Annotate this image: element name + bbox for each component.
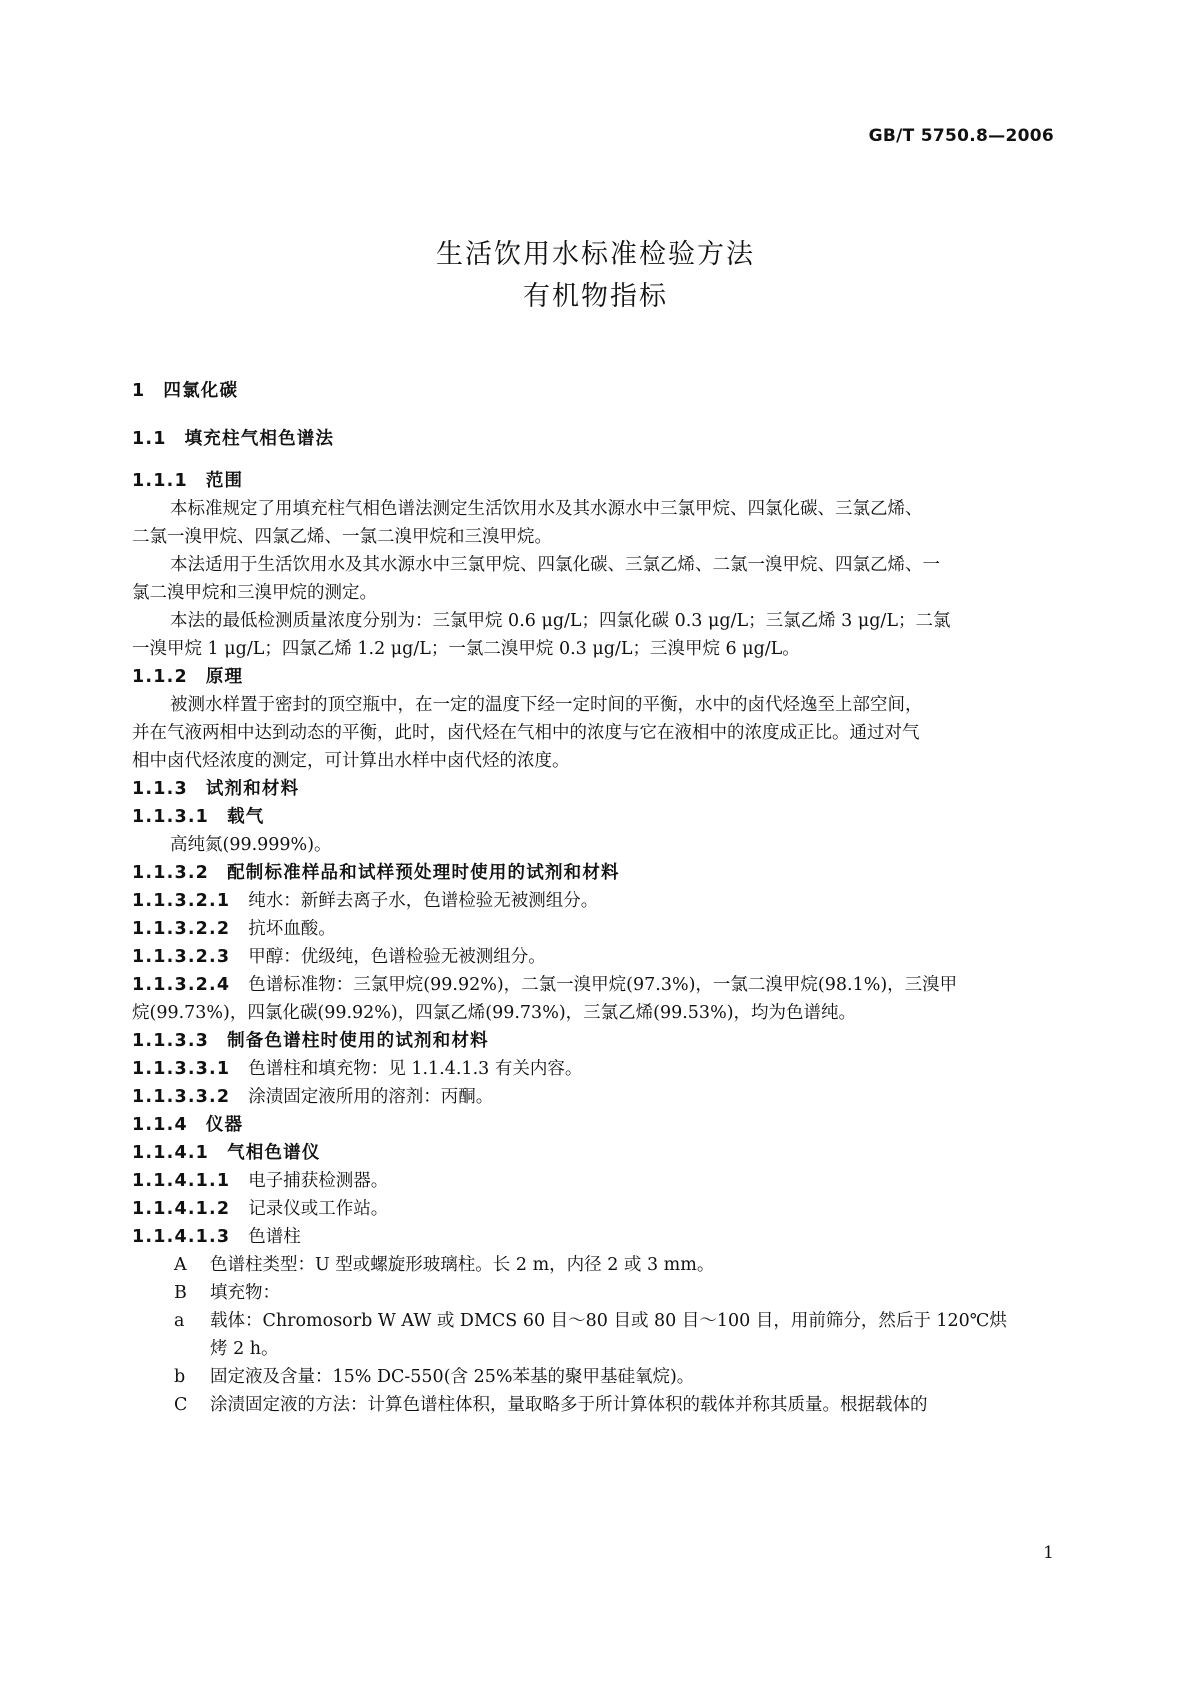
clause-text: 记录仪或工作站。 xyxy=(248,1199,389,1219)
section-number: 1.1.3.1 xyxy=(132,807,210,827)
section-number: 1.1.3.2 xyxy=(132,863,210,883)
list-item xyxy=(132,1307,1056,1335)
section-heading-1-1-4 xyxy=(132,1111,1056,1139)
document-subtitle: 有机物指标 xyxy=(523,281,668,312)
list-text: 色谱柱类型：U 型或螺旋形玻璃柱。长 2 m，内径 2 或 3 mm。 xyxy=(210,1255,715,1275)
standard-code: GB/T 5750.8—2006 xyxy=(868,126,1054,146)
list-marker: C xyxy=(174,1395,188,1415)
paragraph-line: 烷(99.73%)，四氯化碳(99.92%)，四氯乙烯(99.73%)，三氯乙烯(99.53%)，均为色谱纯。 xyxy=(132,1003,857,1023)
clause-line xyxy=(132,971,1056,999)
clause-line xyxy=(132,1055,1056,1083)
section-heading-1-1 xyxy=(132,425,1056,453)
clause-number: 1.1.3.3.1 xyxy=(132,1059,231,1079)
list-item xyxy=(132,1279,1056,1307)
clause-text: 色谱标准物：三氯甲烷(99.92%)，二氯一溴甲烷(97.3%)，一氯二溴甲烷(98.1%)，三溴甲 xyxy=(248,975,958,995)
section-heading-1-1-4-1 xyxy=(132,1139,1056,1167)
clause-line xyxy=(132,1083,1056,1111)
list-item xyxy=(132,1251,1056,1279)
clause-number: 1.1.3.2.1 xyxy=(132,891,231,911)
clause-number: 1.1.4.1.3 xyxy=(132,1227,231,1247)
paragraph-line: 被测水样置于密封的顶空瓶中，在一定的温度下经一定时间的平衡，水中的卤代烃逸至上部空间， xyxy=(170,695,923,715)
section-number: 1 xyxy=(132,381,146,401)
section-label: 范围 xyxy=(205,471,244,491)
clause-text: 电子捕获检测器。 xyxy=(248,1171,389,1191)
paragraph-line: 本法适用于生活饮用水及其水源水中三氯甲烷、四氯化碳、三氯乙烯、二氯一溴甲烷、四氯乙烯、一 xyxy=(170,555,940,575)
list-marker: A xyxy=(174,1255,187,1275)
list-marker: b xyxy=(174,1367,186,1387)
list-item-continuation: 烤 2 h。 xyxy=(210,1339,279,1359)
paragraph-line: 二氯一溴甲烷、四氯乙烯、一氯二溴甲烷和三溴甲烷。 xyxy=(132,527,552,547)
paragraph-line: 本标准规定了用填充柱气相色谱法测定生活饮用水及其水源水中三氯甲烷、四氯化碳、三氯乙烯、 xyxy=(170,499,923,519)
section-heading-1-1-2 xyxy=(132,663,1056,691)
document-body xyxy=(132,377,1056,1419)
clause-line xyxy=(132,887,1056,915)
page-number: 1 xyxy=(1043,1543,1054,1563)
clause-line xyxy=(132,1195,1056,1223)
section-heading-1-1-3-1 xyxy=(132,803,1056,831)
paragraph-line: 本法的最低检测质量浓度分别为：三氯甲烷 0.6 μg/L；四氯化碳 0.3 μg/L；三氯乙烯 3 μg/L；二氯 xyxy=(170,611,951,631)
clause-number: 1.1.3.2.2 xyxy=(132,919,231,939)
list-text: 填充物： xyxy=(210,1283,280,1303)
list-marker: a xyxy=(174,1311,185,1331)
clause-number: 1.1.3.2.3 xyxy=(132,947,231,967)
list-marker: B xyxy=(174,1283,187,1303)
section-label: 填充柱气相色谱法 xyxy=(184,429,335,449)
section-number: 1.1.4.1 xyxy=(132,1143,210,1163)
clause-number: 1.1.4.1.2 xyxy=(132,1199,231,1219)
section-label: 配制标准样品和试样预处理时使用的试剂和材料 xyxy=(227,863,620,883)
section-label: 制备色谱柱时使用的试剂和材料 xyxy=(227,1031,489,1051)
clause-text: 纯水：新鲜去离子水，色谱检验无被测组分。 xyxy=(248,891,599,911)
clause-text: 色谱柱 xyxy=(248,1227,301,1247)
section-number: 1.1.1 xyxy=(132,471,188,491)
list-text: 固定液及含量：15% DC-550(含 25%苯基的聚甲基硅氧烷)。 xyxy=(210,1367,695,1387)
section-number: 1.1.3.3 xyxy=(132,1031,210,1051)
clause-line xyxy=(132,943,1056,971)
clause-line xyxy=(132,1223,1056,1251)
section-label: 原理 xyxy=(205,667,244,687)
clause-line xyxy=(132,915,1056,943)
clause-text: 涂渍固定液所用的溶剂：丙酮。 xyxy=(248,1087,494,1107)
clause-number: 1.1.4.1.1 xyxy=(132,1171,231,1191)
document-title: 生活饮用水标准检验方法 xyxy=(436,239,755,270)
section-label: 仪器 xyxy=(205,1115,244,1135)
section-label: 试剂和材料 xyxy=(205,779,300,799)
paragraph-line: 一溴甲烷 1 μg/L；四氯乙烯 1.2 μg/L；一氯二溴甲烷 0.3 μg/L；三溴甲烷 6 μg/L。 xyxy=(132,639,800,659)
section-label: 载气 xyxy=(227,807,265,827)
section-number: 1.1.2 xyxy=(132,667,188,687)
paragraph-line: 氯二溴甲烷和三溴甲烷的测定。 xyxy=(132,583,377,603)
clause-number: 1.1.3.2.4 xyxy=(132,975,231,995)
section-heading-1-1-3-3 xyxy=(132,1027,1056,1055)
clause-text: 甲醇：优级纯，色谱检验无被测组分。 xyxy=(248,947,546,967)
paragraph-line: 相中卤代烃浓度的测定，可计算出水样中卤代烃的浓度。 xyxy=(132,751,570,771)
clause-text: 色谱柱和填充物：见 1.1.4.1.3 有关内容。 xyxy=(248,1059,583,1079)
list-text: 载体：Chromosorb W AW 或 DMCS 60 目～80 目或 80 目～100 目，用前筛分，然后于 120℃烘 xyxy=(210,1311,1007,1331)
clause-text: 抗坏血酸。 xyxy=(248,919,336,939)
section-number: 1.1.3 xyxy=(132,779,188,799)
list-text: 涂渍固定液的方法：计算色谱柱体积，量取略多于所计算体积的载体并称其质量。根据载体的 xyxy=(210,1395,928,1415)
section-label: 气相色谱仪 xyxy=(227,1143,321,1163)
section-heading-1-1-1 xyxy=(132,467,1056,495)
section-label: 四氯化碳 xyxy=(163,381,239,401)
section-number: 1.1 xyxy=(132,429,167,449)
section-heading-1-1-3-2 xyxy=(132,859,1056,887)
clause-line xyxy=(132,1167,1056,1195)
paragraph-line: 高纯氮(99.999%)。 xyxy=(170,835,332,855)
list-item xyxy=(132,1363,1056,1391)
clause-number: 1.1.3.3.2 xyxy=(132,1087,231,1107)
section-number: 1.1.4 xyxy=(132,1115,188,1135)
paragraph-line: 并在气液两相中达到动态的平衡，此时，卤代烃在气相中的浓度与它在液相中的浓度成正比。通过对气 xyxy=(132,723,920,743)
section-heading-1 xyxy=(132,377,1056,405)
list-item xyxy=(132,1391,1056,1419)
section-heading-1-1-3 xyxy=(132,775,1056,803)
